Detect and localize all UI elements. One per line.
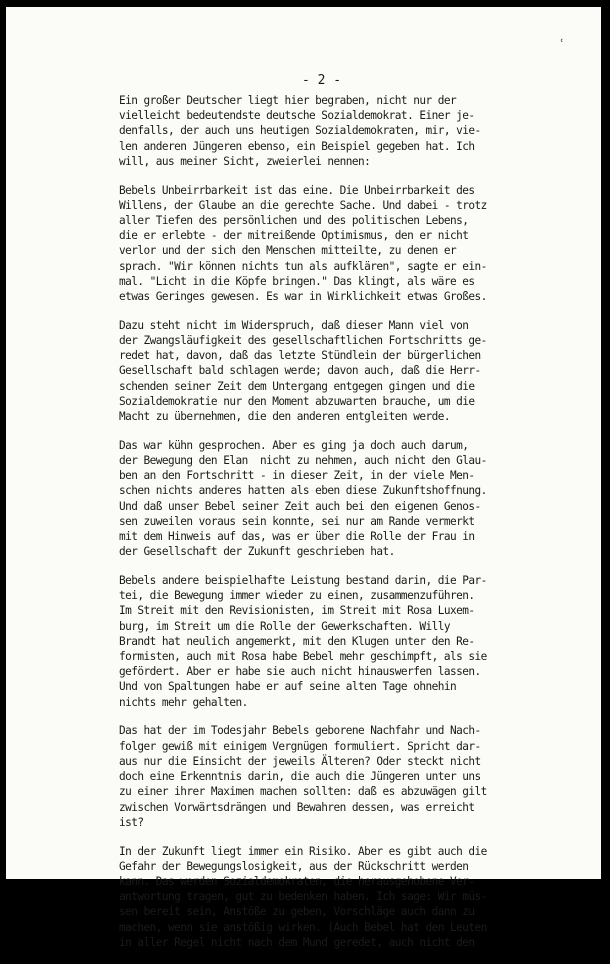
- text-line: doch eine Erkenntnis darin, die auch die Jüngeren unter uns: [119, 770, 481, 784]
- text-line: vielleicht bedeutendste deutsche Sozialdemokrat. Einer je-: [119, 109, 475, 123]
- text-line: der Zwangsläufigkeit des gesellschaftlichen Fortschritts ge-: [119, 334, 487, 348]
- text-line: zwischen Vorwärtsdrängen und Bewahren dessen, was erreicht: [119, 800, 475, 814]
- paragraph: [119, 438, 559, 560]
- document-page: [6, 7, 601, 949]
- text-line: denfalls, der auch uns heutigen Sozialdemokraten, mir, vie-: [119, 124, 481, 138]
- text-line: der Bewegung den Elan nicht zu nehmen, auch nicht den Glau-: [119, 454, 487, 468]
- page-number: - 2 -: [302, 73, 342, 88]
- text-line: len anderen Jüngeren ebenso, ein Beispiel gegeben hat. Ich: [119, 139, 475, 153]
- text-line: die er erlebte - der mitreißende Optimismus, den er nicht: [119, 229, 469, 243]
- text-line: Und daß unser Bebel seiner Zeit auch bei den eigenen Genos-: [119, 499, 481, 513]
- paragraph: [119, 723, 559, 829]
- text-line: sen bereit sein, Anstöße zu geben, Vorschläge auch dann zu: [119, 905, 475, 919]
- text-line: tei, die Bewegung immer wieder zu einen, zusammenzuführen.: [119, 589, 475, 603]
- text-line: mal. "Licht in die Köpfe bringen." Das klingt, als wäre es: [119, 274, 475, 288]
- text-line: Gefahr der Bewegungslosigkeit, aus der Rückschritt werden: [119, 859, 469, 873]
- text-line: nichts mehr gehalten.: [119, 695, 248, 709]
- text-line: antwortung tragen, gut zu bedenken haben. Ich sage: Wir müs-: [119, 890, 487, 904]
- paragraph: [119, 93, 559, 169]
- text-line: Ein großer Deutscher liegt hier begraben, nicht nur der: [119, 94, 457, 107]
- corner-mark: ʿ: [558, 37, 566, 51]
- text-line: Willens, der Glaube an die gerechte Sache. Und dabei - trotz: [119, 198, 487, 212]
- text-line: Bebels andere beispielhafte Leistung bestand darin, die Par-: [119, 574, 487, 588]
- text-line: ist?: [119, 815, 144, 829]
- text-line: in aller Regel nicht nach dem Mund geredet, auch nicht den: [119, 935, 475, 949]
- text-line: machen, wenn sie anstößig wirken. (Auch Bebel hat den Leuten: [119, 920, 487, 934]
- text-line: Und von Spaltungen habe er auf seine alten Tage ohnehin: [119, 680, 457, 694]
- text-line: etwas Geringes gewesen. Es war in Wirklichkeit etwas Großes.: [119, 290, 487, 304]
- paragraph: [119, 183, 559, 305]
- text-line: ben an den Fortschritt - in dieser Zeit, in der viele Men-: [119, 469, 475, 483]
- text-line: formisten, auch mit Rosa habe Bebel mehr geschimpft, als sie: [119, 650, 487, 664]
- text-line: In der Zukunft liegt immer ein Risiko. Aber es gibt auch die: [119, 844, 487, 858]
- text-line: Dazu steht nicht im Widerspruch, daß dieser Mann viel von: [119, 318, 469, 332]
- text-line: Sozialdemokratie nur den Moment abzuwarten brauche, um die: [119, 394, 475, 408]
- text-line: Macht zu übernehmen, die den anderen entgleiten werde.: [119, 410, 450, 424]
- text-line: sprach. "Wir können nichts tun als aufklären", sagte er ein-: [119, 259, 487, 273]
- text-line: Das hat der im Todesjahr Bebels geborene Nachfahr und Nach-: [119, 724, 481, 738]
- text-line: gefördert. Aber er habe sie auch nicht hinauswerfen lassen.: [119, 665, 481, 679]
- text-line: mit dem Hinweis auf das, was er über die Rolle der Frau in: [119, 530, 475, 544]
- text-line: burg, im Streit um die Rolle der Gewerkschaften. Willy: [119, 619, 450, 633]
- text-line: verlor und der sich den Menschen mitteilte, zu denen er: [119, 244, 457, 258]
- text-line: aus nur die Einsicht der jeweils Älteren? Oder steckt nicht: [119, 754, 481, 768]
- text-line: redet hat, davon, daß das letzte Stündlein der bürgerlichen: [119, 349, 481, 363]
- text-line: Das war kühn gesprochen. Aber es ging ja doch auch darum,: [119, 438, 469, 452]
- text-line: Im Streit mit den Revisionisten, im Streit mit Rosa Luxem-: [119, 604, 475, 618]
- text-line: schenden seiner Zeit dem Untergang entgegen gingen und die: [119, 379, 475, 393]
- text-line: aller Tiefen des persönlichen und des politischen Lebens,: [119, 214, 469, 228]
- paragraph: [119, 318, 559, 424]
- body-text: [119, 93, 559, 964]
- text-line: zu einer ihrer Maximen machen sollten: daß es abzuwägen gilt: [119, 785, 487, 799]
- text-line: will, aus meiner Sicht, zweierlei nennen:: [119, 154, 371, 168]
- text-line: schen nichts anderes hatten als eben diese Zukunftshoffnung.: [119, 484, 487, 498]
- paragraph: [119, 844, 559, 950]
- text-line: folger gewiß mit einigem Vergnügen formuliert. Spricht dar-: [119, 739, 481, 753]
- text-line: Brandt hat neulich angemerkt, mit den Klugen unter den Re-: [119, 634, 475, 648]
- text-line: der Gesellschaft der Zukunft geschrieben hat.: [119, 545, 395, 559]
- text-line: Bebels Unbeirrbarkeit ist das eine. Die Unbeirrbarkeit des: [119, 183, 475, 197]
- text-line: kann. Das werden Sozialdemokraten, die herausgehobene Ver-: [119, 874, 475, 888]
- text-line: Gesellschaft bald schlagen werde; davon auch, daß die Herr-: [119, 364, 481, 378]
- paragraph: [119, 573, 559, 710]
- text-line: sen zuweilen voraus sein konnte, sei nur am Rande vermerkt: [119, 514, 475, 528]
